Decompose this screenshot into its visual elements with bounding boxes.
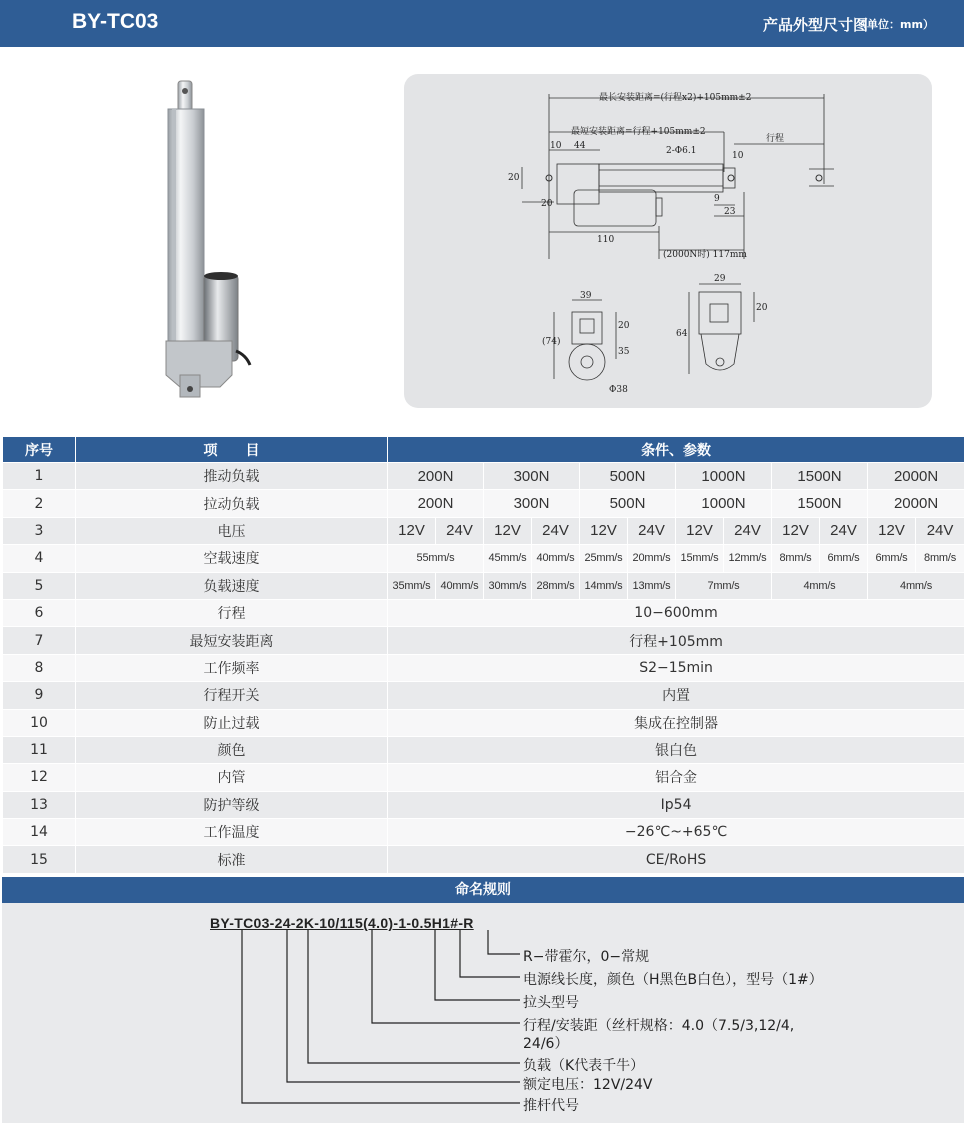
dim-39: 39 bbox=[580, 291, 592, 301]
row-item: 颜色 bbox=[76, 736, 388, 763]
dim-44: 44 bbox=[574, 141, 586, 151]
dim-29: 29 bbox=[714, 274, 726, 284]
header-item: 项 目 bbox=[76, 437, 388, 463]
table-row bbox=[3, 572, 965, 599]
spec-table bbox=[2, 436, 965, 874]
param-cell: 24V bbox=[628, 517, 676, 544]
row-item: 拉动负载 bbox=[76, 490, 388, 517]
table-row bbox=[3, 517, 965, 544]
param-cell: 4mm/s bbox=[772, 572, 868, 599]
dim-38: Φ38 bbox=[609, 385, 628, 395]
param-cell: 铝合金 bbox=[388, 764, 965, 791]
param-cell: 2000N bbox=[868, 490, 965, 517]
dim-74: (74) bbox=[542, 337, 561, 347]
param-cell: 24V bbox=[820, 517, 868, 544]
row-item: 工作频率 bbox=[76, 654, 388, 681]
row-item: 负载速度 bbox=[76, 572, 388, 599]
param-cell: −26℃~+65℃ bbox=[388, 819, 965, 846]
param-cell: 25mm/s bbox=[580, 545, 628, 572]
row-number: 3 bbox=[3, 517, 76, 544]
param-cell: 集成在控制器 bbox=[388, 709, 965, 736]
row-item: 工作温度 bbox=[76, 819, 388, 846]
label-stroke: 行程 bbox=[766, 134, 785, 144]
param-cell: 银白色 bbox=[388, 736, 965, 763]
legend-model: 推杆代号 bbox=[523, 1098, 579, 1114]
dimension-drawing bbox=[404, 74, 932, 408]
param-cell: 45mm/s bbox=[484, 545, 532, 572]
param-cell: 24V bbox=[724, 517, 772, 544]
param-cell: 13mm/s bbox=[628, 572, 676, 599]
legend-voltage: 额定电压：12V/24V bbox=[523, 1077, 653, 1093]
param-cell: 28mm/s bbox=[532, 572, 580, 599]
dim-35: 35 bbox=[618, 347, 630, 357]
row-item: 推动负载 bbox=[76, 463, 388, 490]
naming-section bbox=[2, 903, 964, 1123]
dim-10a: 10 bbox=[550, 141, 562, 151]
label-hole: 2-Φ6.1 bbox=[666, 146, 697, 156]
param-cell: 10−600mm bbox=[388, 599, 965, 626]
row-number: 13 bbox=[3, 791, 76, 818]
legend-rod-end: 拉头型号 bbox=[523, 995, 579, 1011]
row-number: 14 bbox=[3, 819, 76, 846]
param-cell: 300N bbox=[484, 490, 580, 517]
param-cell: 8mm/s bbox=[916, 545, 965, 572]
table-row bbox=[3, 654, 965, 681]
table-row bbox=[3, 463, 965, 490]
param-cell: 200N bbox=[388, 463, 484, 490]
drawing-title: 产品外型尺寸图 bbox=[762, 16, 868, 34]
dim-20a: 20 bbox=[508, 173, 520, 183]
row-number: 8 bbox=[3, 654, 76, 681]
param-cell: 40mm/s bbox=[436, 572, 484, 599]
dim-110: 110 bbox=[597, 235, 615, 245]
param-cell: Ip54 bbox=[388, 791, 965, 818]
param-cell: 7mm/s bbox=[676, 572, 772, 599]
header-no: 序号 bbox=[3, 437, 76, 463]
table-row bbox=[3, 709, 965, 736]
row-number: 2 bbox=[3, 490, 76, 517]
row-item: 电压 bbox=[76, 517, 388, 544]
naming-title: 命名规则 bbox=[2, 877, 964, 903]
table-row bbox=[3, 627, 965, 654]
param-cell: 12mm/s bbox=[724, 545, 772, 572]
label-min-install: 最短安装距离=行程+105mm±2 bbox=[571, 127, 706, 137]
row-item: 防止过载 bbox=[76, 709, 388, 736]
legend-stroke: 行程/安装距（丝杆规格：4.0（7.5/3,12/4, bbox=[523, 1018, 795, 1034]
param-cell: CE/RoHS bbox=[388, 846, 965, 873]
param-cell: 12V bbox=[484, 517, 532, 544]
param-cell: 24V bbox=[532, 517, 580, 544]
table-row bbox=[3, 791, 965, 818]
param-cell: 12V bbox=[676, 517, 724, 544]
param-cell: 35mm/s bbox=[388, 572, 436, 599]
param-cell: 行程+105mm bbox=[388, 627, 965, 654]
product-image bbox=[150, 75, 270, 405]
row-item: 标准 bbox=[76, 846, 388, 873]
row-number: 15 bbox=[3, 846, 76, 873]
row-number: 12 bbox=[3, 764, 76, 791]
param-cell: 12V bbox=[580, 517, 628, 544]
row-number: 11 bbox=[3, 736, 76, 763]
dim-10b: 10 bbox=[732, 151, 744, 161]
dim-20b: 20 bbox=[541, 199, 553, 209]
row-number: 1 bbox=[3, 463, 76, 490]
param-cell: 200N bbox=[388, 490, 484, 517]
param-cell: 12V bbox=[868, 517, 916, 544]
param-cell: 6mm/s bbox=[868, 545, 916, 572]
legend-load: 负载（K代表千牛） bbox=[523, 1058, 645, 1074]
param-cell: 20mm/s bbox=[628, 545, 676, 572]
dim-20d: 20 bbox=[756, 303, 768, 313]
param-cell: 内置 bbox=[388, 682, 965, 709]
table-row bbox=[3, 599, 965, 626]
table-row bbox=[3, 764, 965, 791]
row-item: 最短安装距离 bbox=[76, 627, 388, 654]
row-number: 4 bbox=[3, 545, 76, 572]
param-cell: 14mm/s bbox=[580, 572, 628, 599]
row-number: 10 bbox=[3, 709, 76, 736]
param-cell: 6mm/s bbox=[820, 545, 868, 572]
row-number: 6 bbox=[3, 599, 76, 626]
param-cell: 1500N bbox=[772, 463, 868, 490]
param-cell: 24V bbox=[436, 517, 484, 544]
legend-hall: R−带霍尔，0−常规 bbox=[523, 949, 650, 965]
param-cell: 500N bbox=[580, 463, 676, 490]
row-item: 防护等级 bbox=[76, 791, 388, 818]
param-cell: 24V bbox=[916, 517, 965, 544]
param-cell: 1000N bbox=[676, 463, 772, 490]
dim-23: 23 bbox=[724, 207, 736, 217]
table-row bbox=[3, 846, 965, 873]
row-item: 内管 bbox=[76, 764, 388, 791]
param-cell: 40mm/s bbox=[532, 545, 580, 572]
param-cell: 2000N bbox=[868, 463, 965, 490]
legend-stroke-cont: 24/6） bbox=[523, 1036, 569, 1052]
row-number: 9 bbox=[3, 682, 76, 709]
param-cell: 4mm/s bbox=[868, 572, 965, 599]
table-row bbox=[3, 490, 965, 517]
header-bar bbox=[0, 0, 964, 47]
row-item: 行程 bbox=[76, 599, 388, 626]
model-title: BY-TC03 bbox=[72, 10, 159, 33]
note-2000n: (2000N时) 117mm bbox=[663, 250, 747, 260]
table-row bbox=[3, 819, 965, 846]
unit-label: （单位：mm） bbox=[856, 18, 934, 31]
row-number: 7 bbox=[3, 627, 76, 654]
table-row bbox=[3, 545, 965, 572]
param-cell: 12V bbox=[772, 517, 820, 544]
header-params: 条件、参数 bbox=[388, 437, 965, 463]
dim-20c: 20 bbox=[618, 321, 630, 331]
param-cell: 1500N bbox=[772, 490, 868, 517]
row-item: 行程开关 bbox=[76, 682, 388, 709]
legend-cable: 电源线长度，颜色（H黑色B白色），型号（1#） bbox=[523, 972, 823, 988]
param-cell: 55mm/s bbox=[388, 545, 484, 572]
param-cell: 300N bbox=[484, 463, 580, 490]
param-cell: 15mm/s bbox=[676, 545, 724, 572]
row-item: 空载速度 bbox=[76, 545, 388, 572]
param-cell: 30mm/s bbox=[484, 572, 532, 599]
param-cell: S2−15min bbox=[388, 654, 965, 681]
dim-64: 64 bbox=[676, 329, 688, 339]
table-row bbox=[3, 736, 965, 763]
table-row bbox=[3, 682, 965, 709]
label-max-install: 最长安装距离=(行程x2)+105mm±2 bbox=[599, 93, 752, 103]
model-code: BY-TC03-24-2K-10/115(4.0)-1-0.5H1#-R bbox=[210, 915, 474, 931]
param-cell: 12V bbox=[388, 517, 436, 544]
param-cell: 8mm/s bbox=[772, 545, 820, 572]
param-cell: 500N bbox=[580, 490, 676, 517]
param-cell: 1000N bbox=[676, 490, 772, 517]
row-number: 5 bbox=[3, 572, 76, 599]
dim-9: 9 bbox=[714, 194, 720, 204]
